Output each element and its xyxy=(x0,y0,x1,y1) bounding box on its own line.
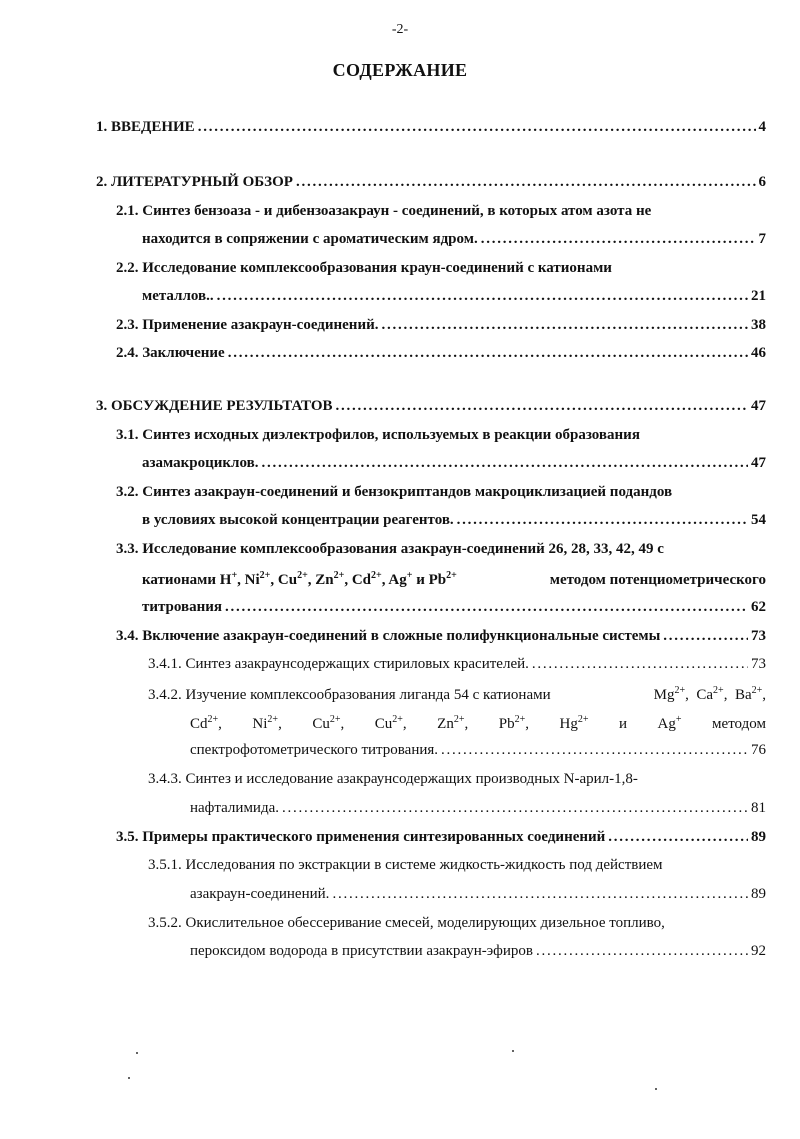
toc-entry-2-1-line2[interactable] xyxy=(142,231,766,248)
dot-leader xyxy=(332,886,748,903)
toc-entry-3-5-1-line2[interactable] xyxy=(190,886,766,903)
toc-entry-2-3[interactable] xyxy=(116,317,766,334)
toc-page-number: 73 xyxy=(751,656,766,672)
toc-entry-label: 2. ЛИТЕРАТУРНЫЙ ОБЗОР xyxy=(96,174,293,190)
toc-entry-3-4-1[interactable] xyxy=(148,656,766,673)
toc-entry-2-4[interactable] xyxy=(116,345,766,362)
dot-leader xyxy=(536,943,748,960)
toc-page-number: 89 xyxy=(751,886,766,902)
toc-entry-label: 2.3. Применение азакраун-соединений. xyxy=(116,317,379,333)
toc-entry-2-2-line1[interactable] xyxy=(116,260,766,277)
toc-entry-3-5-1-line1[interactable] xyxy=(148,857,766,874)
toc-entry-label: нафталимида. xyxy=(190,800,280,816)
dot-leader xyxy=(663,628,748,645)
toc-page-number: 81 xyxy=(751,800,766,816)
dot-leader xyxy=(457,512,748,529)
dot-leader xyxy=(336,398,748,415)
toc-entry-label: находится в сопряжении с ароматическим ядром. xyxy=(142,231,478,247)
toc-entry-1[interactable] xyxy=(96,119,766,136)
toc-entry-3-1-line1[interactable] xyxy=(116,427,766,444)
page-title: СОДЕРЖАНИЕ xyxy=(332,60,468,80)
scan-speck xyxy=(512,1050,514,1052)
page-number: -2- xyxy=(391,22,409,37)
toc-page-number: 6 xyxy=(758,174,766,190)
toc-entry-3-4-3-line2[interactable] xyxy=(190,800,766,817)
toc-page-number: 38 xyxy=(751,317,766,333)
toc-entry-3-5[interactable] xyxy=(116,829,766,846)
toc-entry-3-1-line2[interactable] xyxy=(142,455,766,472)
toc-page-number: 76 xyxy=(751,742,766,758)
toc-entry-3-4-2-line2[interactable]: $Cd^{2+}$, $Ni^{2+}$, $Cu^{2+}$, $Cu^{2+}$, $Zn^{2+}$, $Pb^{2+}$, $Hg^{2+}$ и Ag+ методом xyxy=(190,714,766,732)
toc-entry-label: 3.1. Синтез исходных диэлектрофилов, используемых в реакции образования xyxy=(116,427,640,443)
dot-leader xyxy=(228,345,748,362)
toc-entry-label: 3.5. Примеры практического применения синтезированных соединений xyxy=(116,829,606,845)
toc-entry-3-2-line1[interactable] xyxy=(116,484,766,501)
scan-speck xyxy=(136,1052,138,1054)
toc-page-number: 21 xyxy=(751,288,766,304)
dot-leader xyxy=(282,800,748,817)
toc-entry-3-3-line3[interactable] xyxy=(142,599,766,616)
toc-entry-2[interactable] xyxy=(96,174,766,191)
toc-entry-label: 3.2. Синтез азакраун-соединений и бензокриптандов макроциклизацией подандов xyxy=(116,484,673,500)
toc-entry-label: 3.3. Исследование комплексообразования азакраун-соединений 26, 28, 33, 42, 49 с xyxy=(116,541,664,557)
toc-entry-label: 3.4.1. Синтез азакраунсодержащих стириловых красителей. xyxy=(148,656,529,672)
toc-entry-label: металлов.. xyxy=(142,288,214,304)
toc-entry-label: 3.5.2. Окислительное обессеривание смесей, моделирующих дизельное топливо, xyxy=(148,915,665,931)
toc-page-number: 54 xyxy=(751,512,766,528)
toc-entry-3-3-line2[interactable] xyxy=(142,570,766,589)
toc-entry-3-2-line2[interactable] xyxy=(142,512,766,529)
toc-entry-label: титрования xyxy=(142,599,223,615)
toc-entry-label: в условиях высокой концентрации реагентов. xyxy=(142,512,454,528)
toc-entry-3-4-3-line1[interactable] xyxy=(148,771,766,788)
toc-entry-3-4-2-line1[interactable] xyxy=(148,685,766,704)
toc-entry-label: 2.4. Заключение xyxy=(116,345,225,361)
toc-entry-3[interactable] xyxy=(96,398,766,415)
toc-entry-label: спектрофотометрического титрования. xyxy=(190,742,439,758)
toc-entry-label: 3.4. Включение азакраун-соединений в сложные полифункциональные системы xyxy=(116,628,661,644)
toc-entry-3-4[interactable] xyxy=(116,628,766,645)
toc-entry-3-3-line1[interactable] xyxy=(116,541,766,558)
scan-speck xyxy=(128,1077,130,1079)
dot-leader xyxy=(217,288,748,305)
toc-page-number: 47 xyxy=(751,455,766,471)
dot-leader xyxy=(296,174,756,191)
toc-entry-label: методом потенциометрического xyxy=(549,572,766,588)
toc-entry-label: пероксидом водорода в присутствии азакраун-эфиров xyxy=(190,943,533,959)
toc-entry-label: 1. ВВЕДЕНИЕ xyxy=(96,119,195,135)
cation-list: катионами H+, $Ni^{2+}$, $Cu^{2+}$, $Zn^{2+}$, $Cd^{2+}$, Ag+ и $Pb^{2+}$ xyxy=(142,570,457,588)
toc-page-number: 46 xyxy=(751,345,766,361)
toc-entry-label: азакраун-соединений. xyxy=(190,886,330,902)
toc-entry-label: 3.4.2. Изучение комплексообразования лиганда 54 с катионами xyxy=(148,687,551,703)
toc-page-number: 92 xyxy=(751,943,766,959)
dot-leader xyxy=(261,455,748,472)
dot-leader xyxy=(608,829,748,846)
dot-leader xyxy=(225,599,748,616)
dot-leader xyxy=(198,119,756,136)
dot-leader xyxy=(532,656,748,673)
dot-leader xyxy=(382,317,749,334)
dot-leader xyxy=(441,742,748,759)
cation-list: $Mg^{2+}$, $Ca^{2+}$, $Ba^{2+}$, xyxy=(653,685,766,703)
toc-entry-label: азамакроциклов. xyxy=(142,455,259,471)
dot-leader xyxy=(481,231,756,248)
toc-entry-2-1-line1[interactable] xyxy=(116,203,766,220)
toc-page-number: 47 xyxy=(751,398,766,414)
toc-page-number: 73 xyxy=(751,628,766,644)
toc-page-number: 62 xyxy=(751,599,766,615)
toc-page-number: 4 xyxy=(758,119,766,135)
toc-entry-label: 2.2. Исследование комплексообразования краун-соединений с катионами xyxy=(116,260,612,276)
toc-entry-2-2-line2[interactable] xyxy=(142,288,766,305)
toc-entry-label: 3.5.1. Исследования по экстракции в системе жидкость-жидкость под действием xyxy=(148,857,663,873)
toc-entry-3-4-2-line3[interactable] xyxy=(190,742,766,759)
toc-entry-3-5-2-line2[interactable] xyxy=(190,943,766,960)
toc-entry-3-5-2-line1[interactable] xyxy=(148,915,766,932)
scan-speck xyxy=(655,1088,657,1090)
toc-entry-label: 2.1. Синтез бензоаза - и дибензоазакраун - соединений, в которых атом азота не xyxy=(116,203,652,219)
toc-entry-label: 3. ОБСУЖДЕНИЕ РЕЗУЛЬТАТОВ xyxy=(96,398,333,414)
toc-entry-label: 3.4.3. Синтез и исследование азакраунсодержащих производных N-арил-1,8- xyxy=(148,771,638,787)
toc-page-number: 89 xyxy=(751,829,766,845)
toc-page-number: 7 xyxy=(758,231,766,247)
